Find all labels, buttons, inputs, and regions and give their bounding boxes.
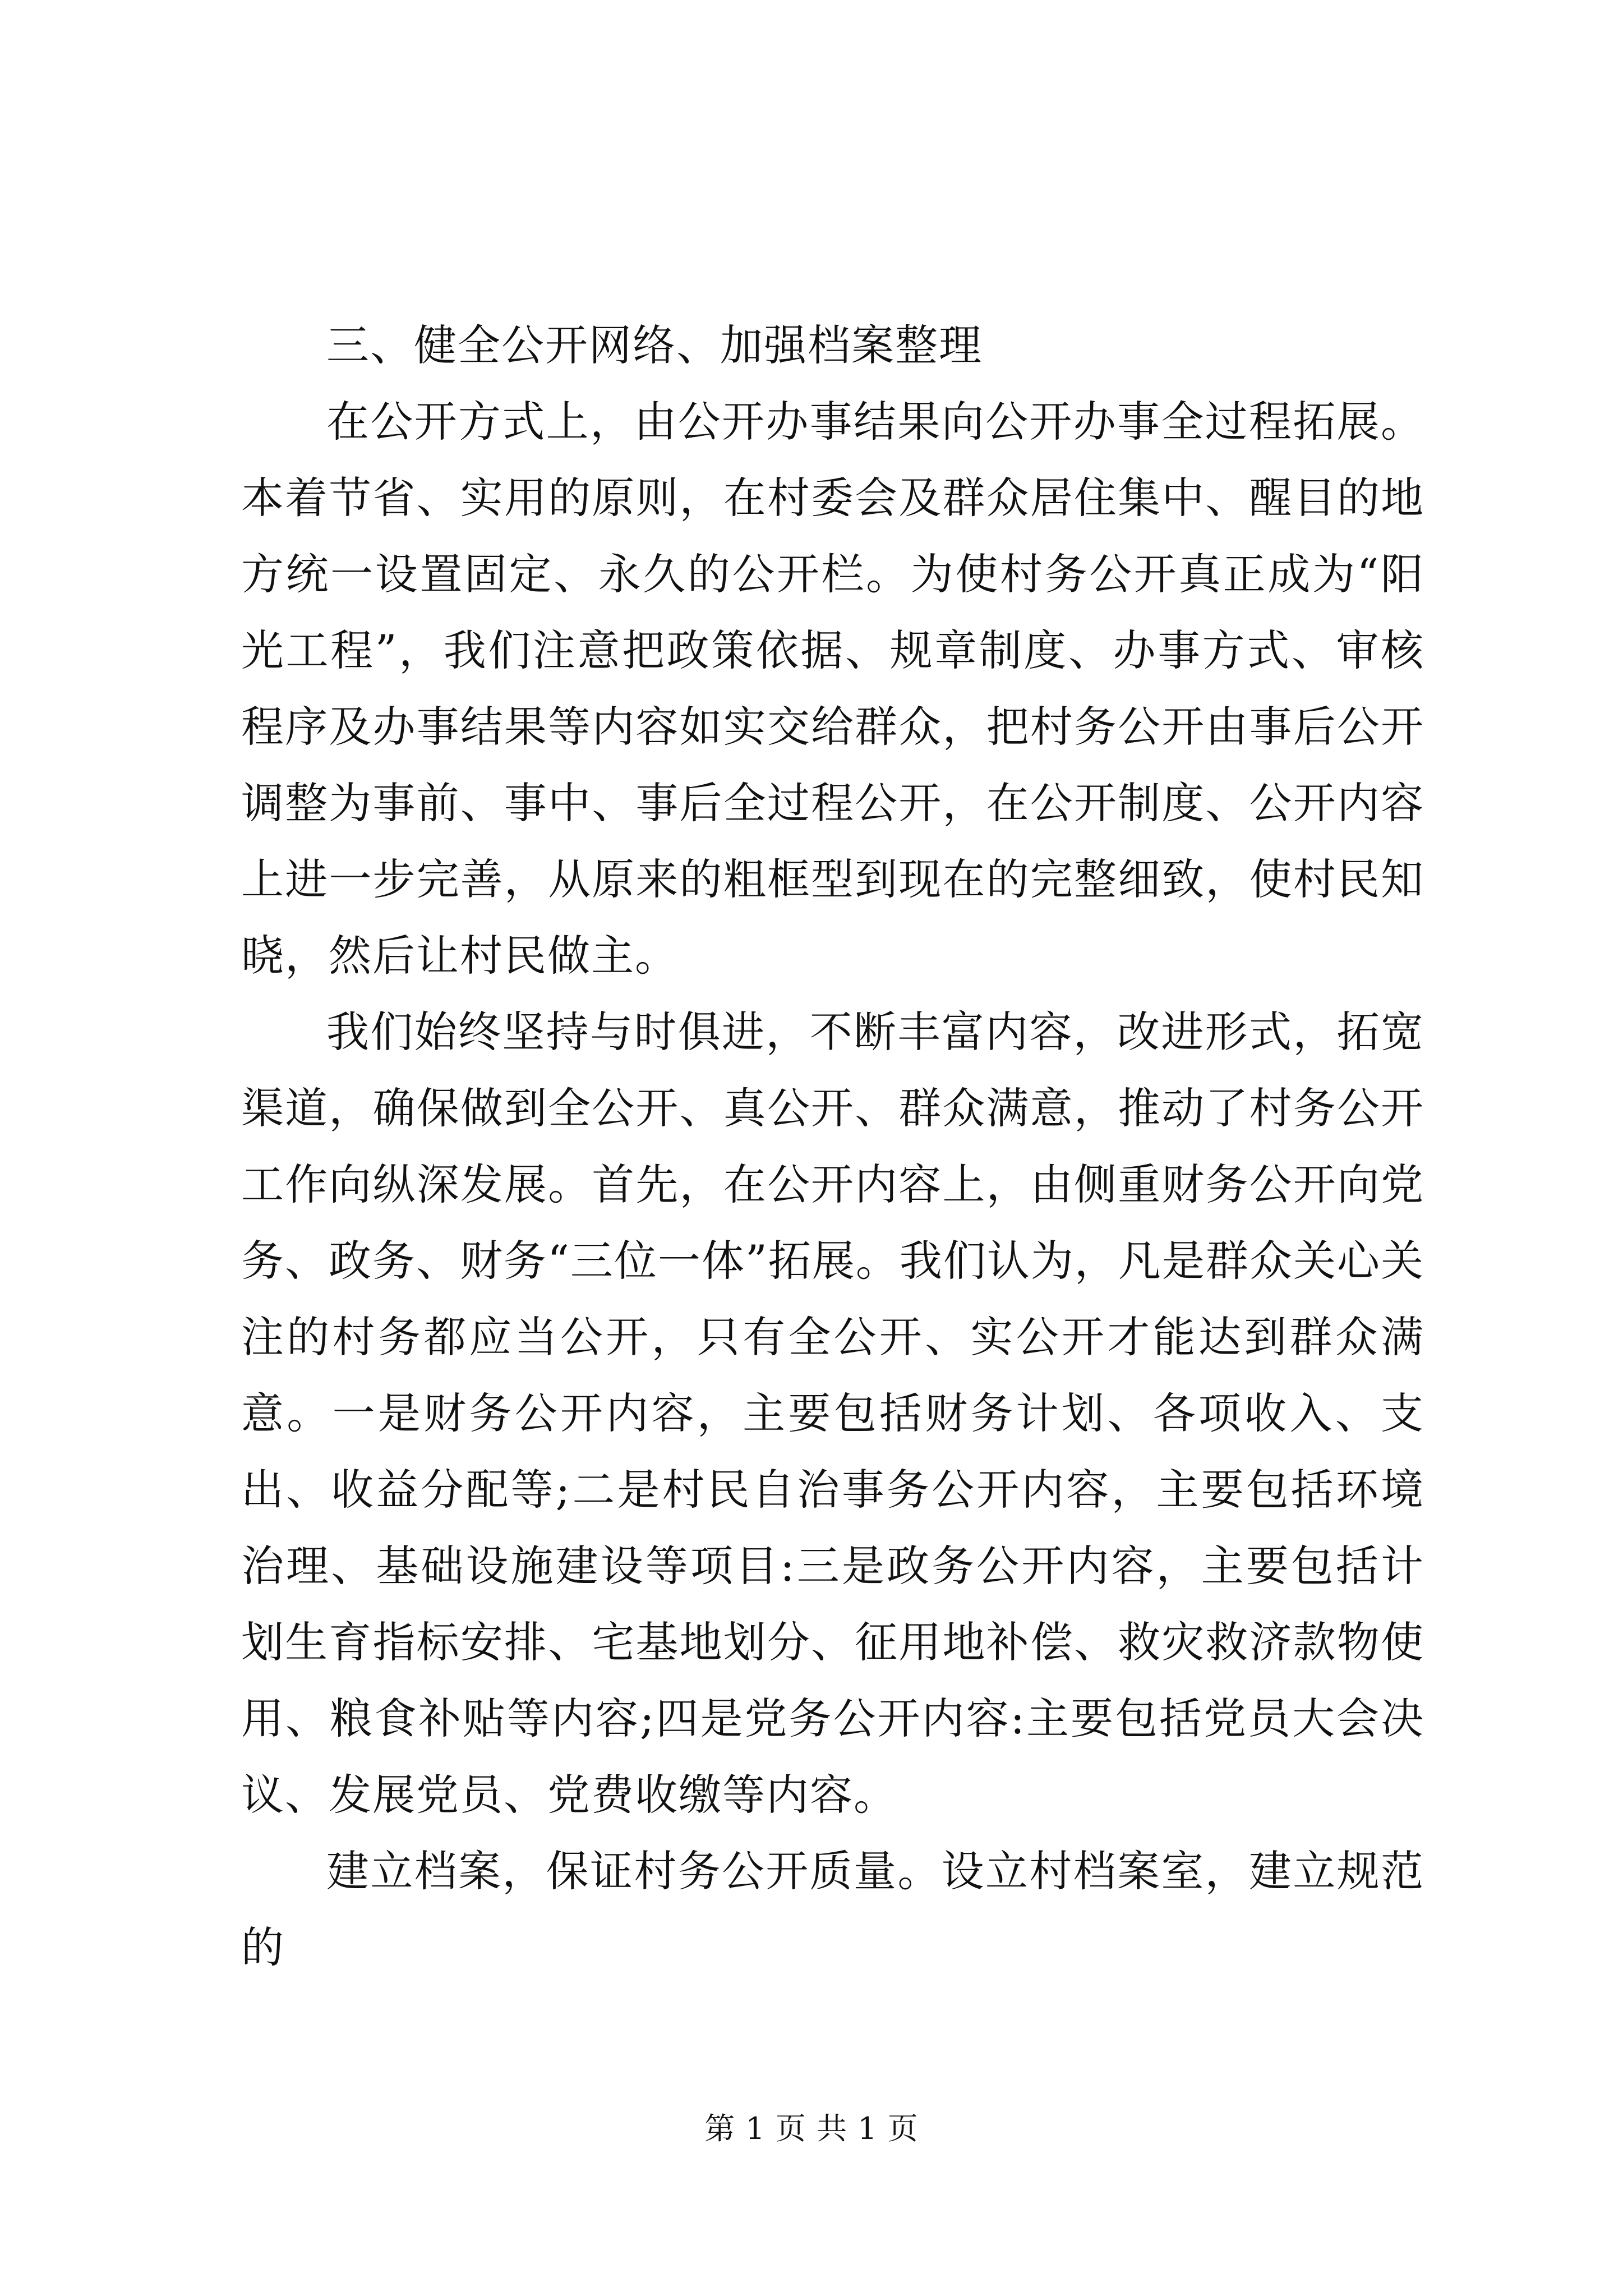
section-heading: 三、健全公开网络、加强档案整理 (326, 320, 983, 370)
paragraph-archives: 建立档案，保证村务公开质量。设立村档案室，建立规范的 (241, 1846, 1424, 1972)
paragraph-public-content: 我们始终坚持与时俱进，不断丰富内容，改进形式，拓宽渠道，确保做到全公开、真公开、群众满意，推动了村务公开工作向纵深发展。首先，在公开内容上，由侧重财务公开向党务、政务、财务“三位一体”拓展。我们认为，凡是群众关心关注的村务都应当公开，只有全公开、实公开才能达到群众满意。一是财务公开内容，主要包括财务计划、各项收入、支出、收益分配等;二是村民自治事务公开内容，主要包括环境治理、基础设施建设等项目:三是政务公开内容，主要包括计划生育指标安排、宅基地划分、征用地补偿、救灾救济款物使用、粮食补贴等内容;四是党务公开内容:主要包括党员大会决议、发展党员、党费收缴等内容。 (241, 1007, 1424, 1820)
page-number-footer: 第 1 页 共 1 页 (704, 2111, 919, 2146)
document-body (241, 307, 1424, 1986)
paragraph-public-methods: 在公开方式上，由公开办事结果向公开办事全过程拓展。本着节省、实用的原则，在村委会及群众居住集中、醒目的地方统一设置固定、永久的公开栏。为使村务公开真正成为“阳光工程”，我们注意把政策依据、规章制度、办事方式、审核程序及办事结果等内容如实交给群众，把村务公开由事后公开调整为事前、事中、事后全过程公开，在公开制度、公开内容上进一步完善，从原来的粗框型到现在的完整细致，使村民知晓，然后让村民做主。 (241, 397, 1424, 981)
